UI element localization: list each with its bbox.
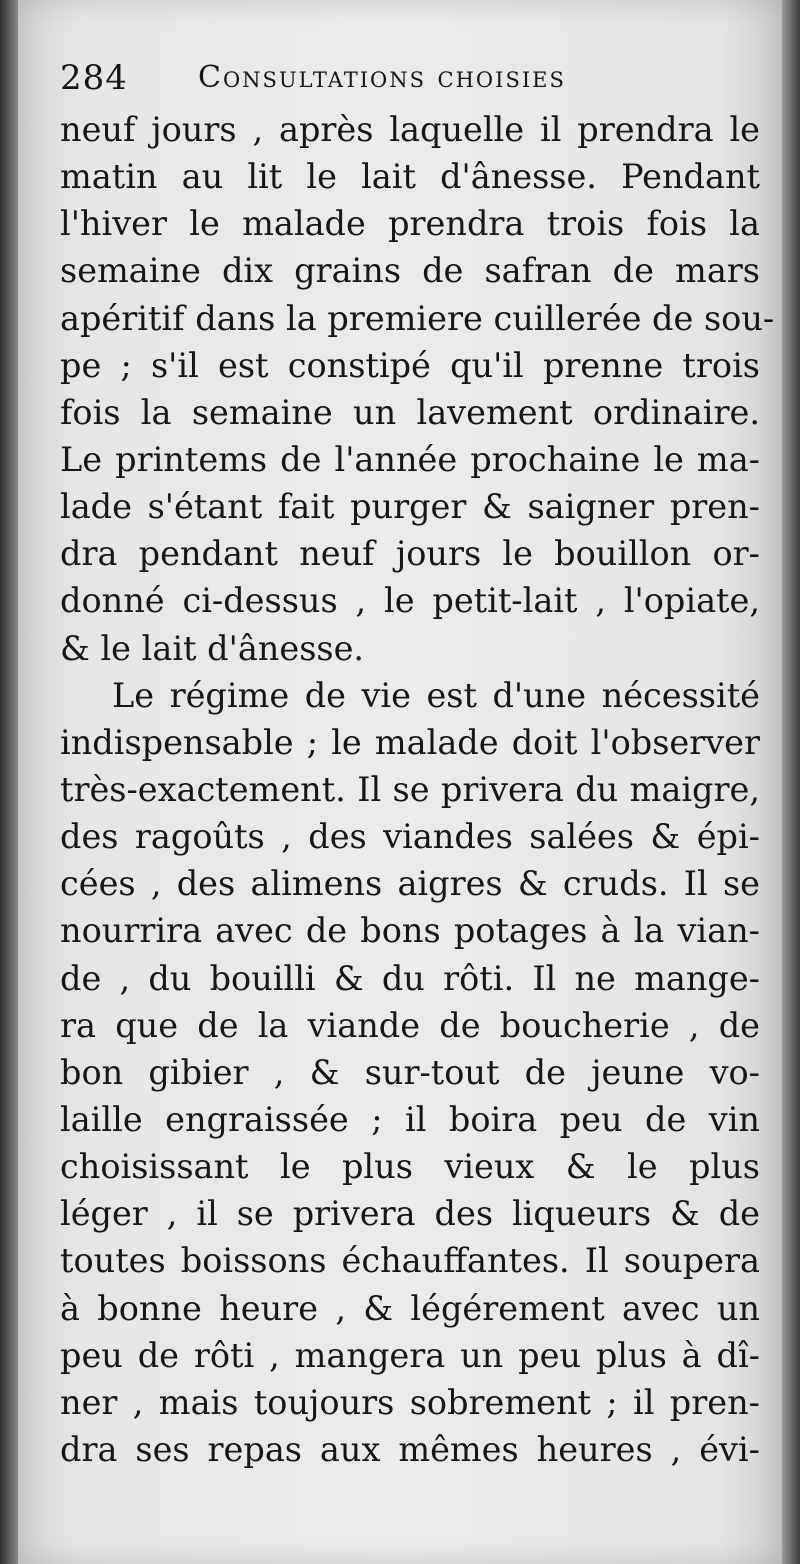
text-line: apéritif dans la premiere cuillerée de sou- xyxy=(60,298,775,338)
text-line: donné ci-dessus , le petit-lait , l'opiate, xyxy=(60,581,760,621)
text-line: l'hiver le malade prendra trois fois la xyxy=(60,204,760,244)
text-line: très-exactement. Il se privera du maigre, xyxy=(60,769,760,809)
text-line: toutes boissons échauffantes. Il soupera xyxy=(60,1241,760,1281)
text-line: bon gibier , & sur-tout de jeune vo- xyxy=(60,1052,760,1092)
text-line: Le régime de vie est d'une nécessité xyxy=(112,675,760,715)
text-line: semaine dix grains de safran de mars xyxy=(60,251,760,291)
running-head: Consultations choisies xyxy=(198,60,566,95)
text-line: peu de rôti , mangera un peu plus à dî- xyxy=(60,1335,760,1375)
text-line: neuf jours , après laquelle il prendra le xyxy=(60,110,760,149)
text-line: Le printems de l'année prochaine le ma- xyxy=(60,439,760,479)
text-line: ner , mais toujours sobrement ; il pren- xyxy=(60,1382,760,1422)
text-line: cées , des alimens aigres & cruds. Il se xyxy=(60,864,760,904)
text-line: à bonne heure , & légérement avec un xyxy=(60,1288,760,1328)
text-line: lade s'étant fait purger & saigner pren- xyxy=(60,487,760,527)
text-line: dra ses repas aux mêmes heures , évi- xyxy=(60,1429,760,1469)
text-line: ra que de la viande de boucherie , de xyxy=(60,1005,760,1045)
page-left-edge xyxy=(0,0,18,1564)
text-line: & le lait d'ânesse. xyxy=(60,628,365,668)
text-line: des ragoûts , des viandes salées & épi- xyxy=(60,817,760,857)
page-binding-shadow xyxy=(782,0,800,1564)
text-line: choisissant le plus vieux & le plus xyxy=(60,1147,760,1187)
text-line: laille engraissée ; il boira peu de vin xyxy=(60,1099,760,1139)
text-line: léger , il se privera des liqueurs & de xyxy=(60,1194,760,1234)
text-line: indispensable ; le malade doit l'observer xyxy=(60,722,760,762)
body-text xyxy=(60,106,775,1473)
text-line: matin au lit le lait d'ânesse. Pendant xyxy=(60,157,760,197)
text-line: nourrira avec de bons potages à la vian- xyxy=(60,911,760,951)
page-number: 284 xyxy=(60,58,128,98)
text-line: dra pendant neuf jours le bouillon or- xyxy=(60,534,760,574)
text-line: pe ; s'il est constipé qu'il prenne trois xyxy=(60,345,760,385)
text-line: de , du bouilli & du rôti. Il ne mange- xyxy=(60,958,760,998)
text-line: fois la semaine un lavement ordinaire. xyxy=(60,392,760,432)
